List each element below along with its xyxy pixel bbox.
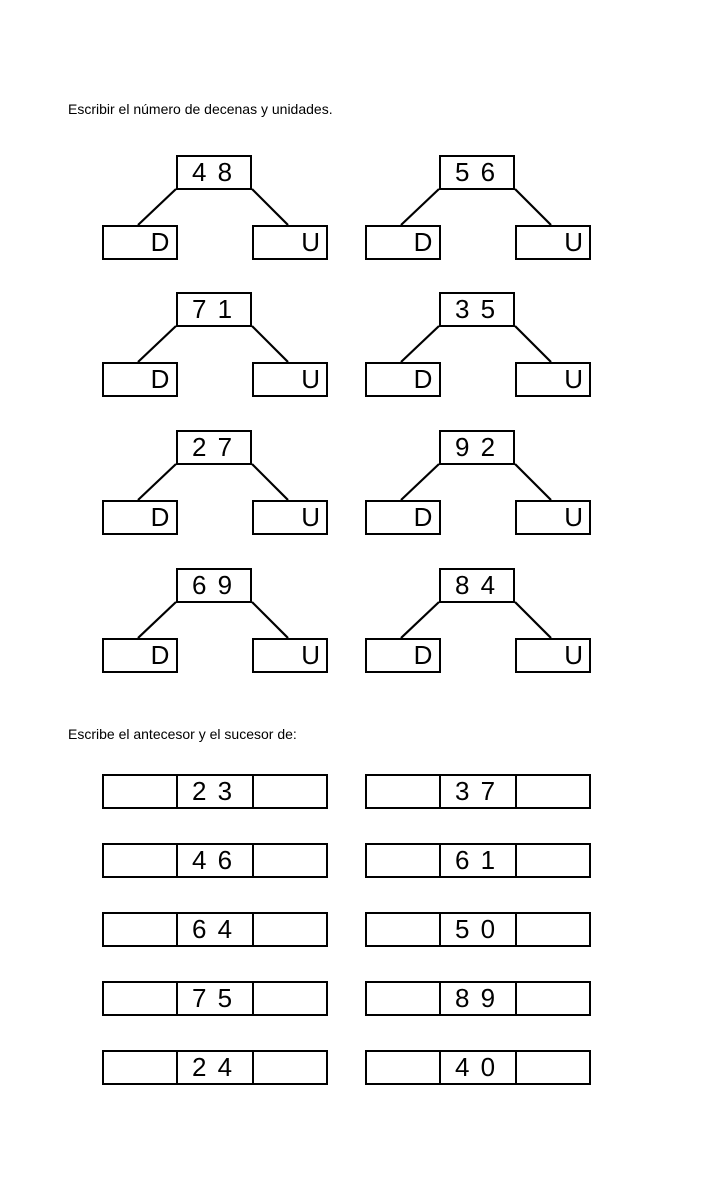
predecessor-answer-box[interactable] xyxy=(102,981,178,1016)
sequence-row xyxy=(365,843,591,878)
number-box: 5 6 xyxy=(439,155,515,190)
sequence-row xyxy=(102,1050,328,1085)
number-box: 2 7 xyxy=(176,430,252,465)
number-tree xyxy=(102,292,332,398)
tens-answer-box[interactable]: D xyxy=(365,500,441,535)
successor-answer-box[interactable] xyxy=(515,912,591,947)
tens-answer-box[interactable]: D xyxy=(102,362,178,397)
number-tree xyxy=(102,430,332,536)
successor-answer-box[interactable] xyxy=(252,981,328,1016)
number-box: 6 9 xyxy=(176,568,252,603)
units-answer-box[interactable]: U xyxy=(515,362,591,397)
tens-answer-box[interactable]: D xyxy=(102,638,178,673)
tens-answer-box[interactable]: D xyxy=(102,500,178,535)
given-number-box: 6 1 xyxy=(439,843,517,878)
sequence-row xyxy=(102,981,328,1016)
number-box: 3 5 xyxy=(439,292,515,327)
tens-answer-box[interactable]: D xyxy=(365,225,441,260)
given-number-box: 4 0 xyxy=(439,1050,517,1085)
number-tree xyxy=(365,155,595,261)
units-answer-box[interactable]: U xyxy=(515,638,591,673)
given-number-box: 5 0 xyxy=(439,912,517,947)
predecessor-answer-box[interactable] xyxy=(365,1050,441,1085)
units-answer-box[interactable]: U xyxy=(252,225,328,260)
given-number-box: 8 9 xyxy=(439,981,517,1016)
section1-title: Escribir el número de decenas y unidades. xyxy=(68,101,333,117)
tens-answer-box[interactable]: D xyxy=(365,362,441,397)
section2-title: Escribe el antecesor y el sucesor de: xyxy=(68,726,297,742)
successor-answer-box[interactable] xyxy=(252,774,328,809)
given-number-box: 6 4 xyxy=(176,912,254,947)
sequence-row xyxy=(365,1050,591,1085)
successor-answer-box[interactable] xyxy=(252,843,328,878)
predecessor-answer-box[interactable] xyxy=(102,1050,178,1085)
predecessor-answer-box[interactable] xyxy=(365,774,441,809)
number-box: 7 1 xyxy=(176,292,252,327)
units-answer-box[interactable]: U xyxy=(252,362,328,397)
successor-answer-box[interactable] xyxy=(515,843,591,878)
predecessor-answer-box[interactable] xyxy=(365,981,441,1016)
sequence-row xyxy=(365,981,591,1016)
sequence-row xyxy=(102,912,328,947)
predecessor-answer-box[interactable] xyxy=(365,843,441,878)
sequence-row xyxy=(102,774,328,809)
sequence-row xyxy=(365,774,591,809)
given-number-box: 3 7 xyxy=(439,774,517,809)
number-tree xyxy=(102,568,332,674)
successor-answer-box[interactable] xyxy=(252,1050,328,1085)
tens-answer-box[interactable]: D xyxy=(365,638,441,673)
given-number-box: 7 5 xyxy=(176,981,254,1016)
successor-answer-box[interactable] xyxy=(515,774,591,809)
number-box: 9 2 xyxy=(439,430,515,465)
number-tree xyxy=(365,430,595,536)
sequence-row xyxy=(102,843,328,878)
successor-answer-box[interactable] xyxy=(252,912,328,947)
number-tree xyxy=(365,292,595,398)
tens-answer-box[interactable]: D xyxy=(102,225,178,260)
number-box: 4 8 xyxy=(176,155,252,190)
number-tree xyxy=(102,155,332,261)
units-answer-box[interactable]: U xyxy=(252,638,328,673)
number-tree xyxy=(365,568,595,674)
number-box: 8 4 xyxy=(439,568,515,603)
given-number-box: 4 6 xyxy=(176,843,254,878)
given-number-box: 2 3 xyxy=(176,774,254,809)
predecessor-answer-box[interactable] xyxy=(102,843,178,878)
predecessor-answer-box[interactable] xyxy=(102,912,178,947)
predecessor-answer-box[interactable] xyxy=(102,774,178,809)
successor-answer-box[interactable] xyxy=(515,981,591,1016)
given-number-box: 2 4 xyxy=(176,1050,254,1085)
successor-answer-box[interactable] xyxy=(515,1050,591,1085)
units-answer-box[interactable]: U xyxy=(515,500,591,535)
units-answer-box[interactable]: U xyxy=(252,500,328,535)
sequence-row xyxy=(365,912,591,947)
predecessor-answer-box[interactable] xyxy=(365,912,441,947)
units-answer-box[interactable]: U xyxy=(515,225,591,260)
